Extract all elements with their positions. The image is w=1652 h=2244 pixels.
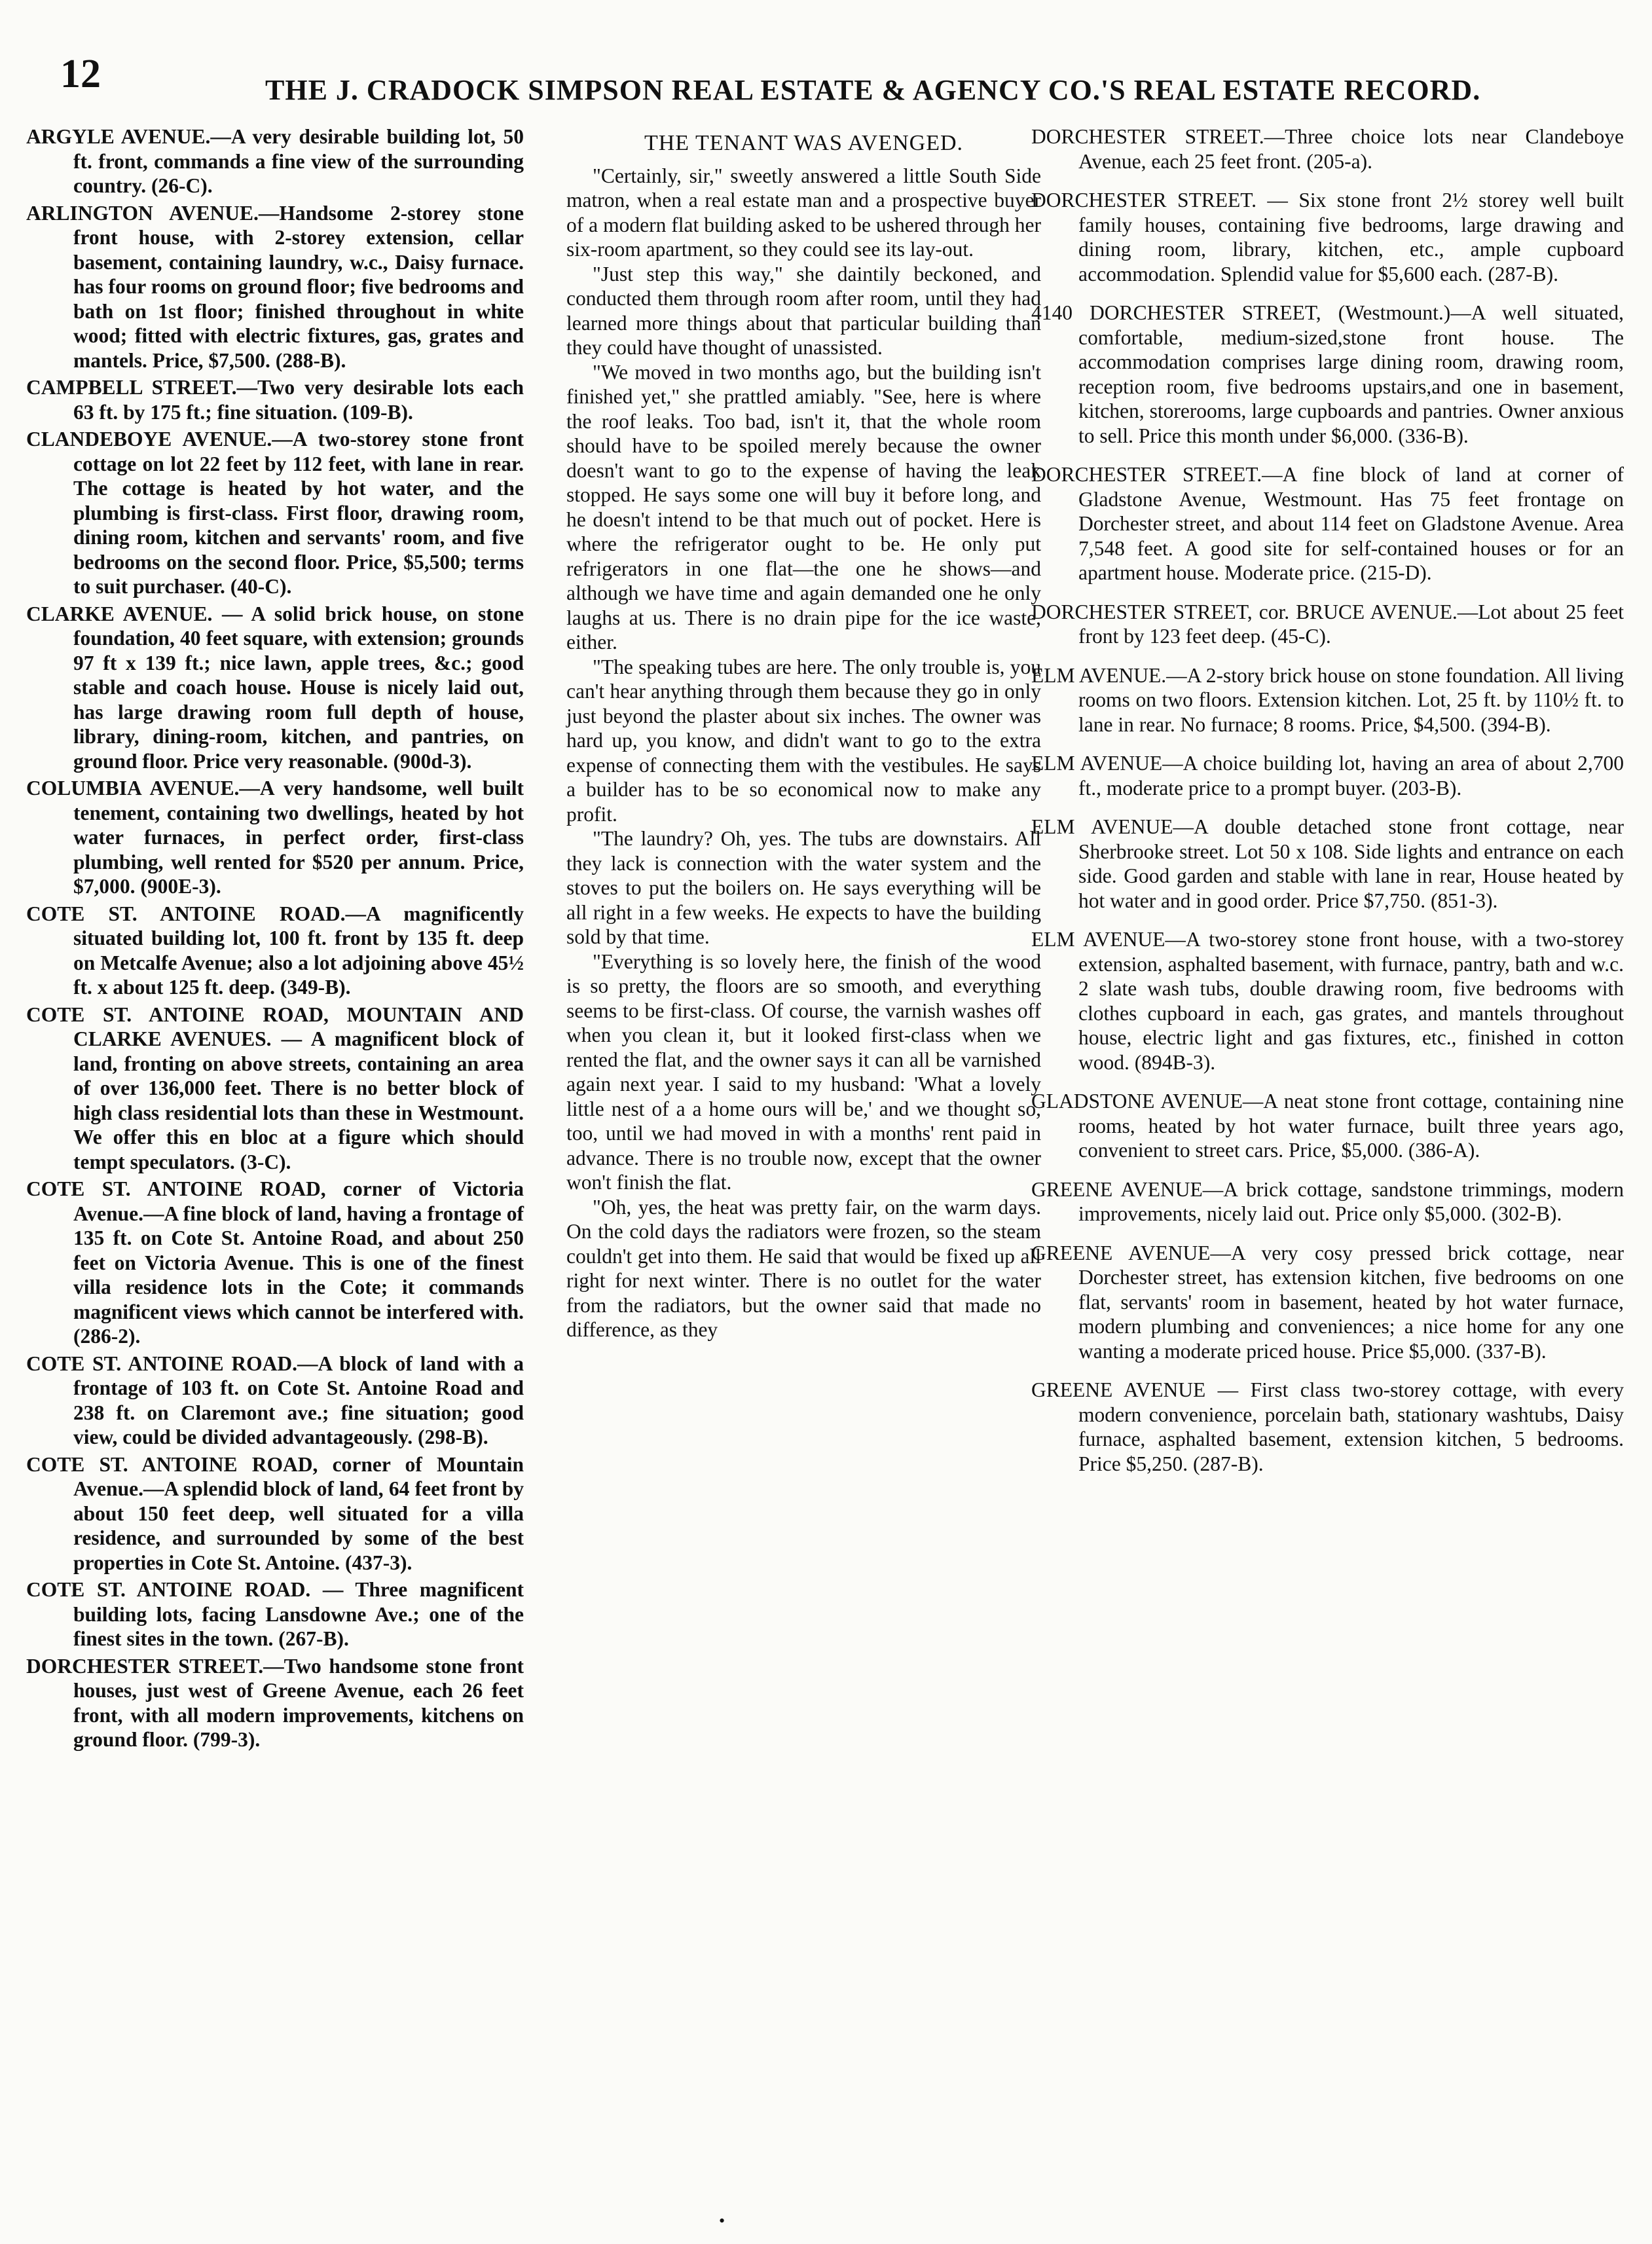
story-paragraph: "Just step this way," she daintily beckoned, and conducted them through room after room, until they had learned more things about that particular building than they could have thought of unassisted. — [566, 262, 1041, 359]
page-number: 12 — [60, 52, 101, 96]
middle-column — [566, 124, 1041, 1342]
listing-cote-st-antoine-3: COTE ST. ANTOINE ROAD, corner of Victoria Avenue.—A fine block of land, having a frontage of 135 ft. on Cote St. Antoine Road, and about 250 feet on Victoria Avenue. This is one of the finest villa residence lots in the Cote; it commands magnificent views which cannot be interfered with. (286-2). — [26, 1177, 524, 1348]
listing-cote-st-antoine-2: COTE ST. ANTOINE ROAD, MOUNTAIN AND CLARKE AVENUES. — A magnificent block of land, fronting on above streets, containing an area of over 136,000 feet. There is no better block of high class residential lots than these in Westmount. We offer this en bloc at a figure which should tempt speculators. (3-C). — [26, 1002, 524, 1173]
listing-greene-avenue-1: GREENE AVENUE—A brick cottage, sandstone trimmings, modern improvements, nicely laid out. Price only $5,000. (302-B). — [1031, 1177, 1624, 1225]
listing-campbell-street: CAMPBELL STREET.—Two very desirable lots each 63 ft. by 175 ft.; fine situation. (109-B). — [26, 376, 524, 424]
listing-gladstone-avenue: GLADSTONE AVENUE—A neat stone front cottage, containing nine rooms, heated by hot water furnace, built three years ago, convenient to street cars. Price, $5,000. (386-A). — [1031, 1090, 1624, 1162]
listing-cote-st-antoine-4: COTE ST. ANTOINE ROAD.—A block of land with a frontage of 103 ft. on Cote St. Antoine Road and 238 ft. on Claremont ave.; fine situation; good view, could be divided advantageously. (298-B). — [26, 1352, 524, 1448]
listing-elm-avenue-3: ELM AVENUE—A double detached stone front cottage, near Sherbrooke street. Lot 50 x 108. Side lights and entrance on each side. Good garden and stable with lane in rear, House heated by hot water and in good order. Price $7,750. (851-3). — [1031, 815, 1624, 912]
listing-dorchester-street-4140: 4140 DORCHESTER STREET, (Westmount.)—A well situated, comfortable, medium-sized,stone front house. The accommodation comprises large dining room, drawing room, reception room, five bedrooms upstairs,and one in basement, kitchen, storerooms, large cupboards and pantries. Owner anxious to sell. Price this month under $6,000. (336-B). — [1031, 301, 1624, 447]
listing-dorchester-street-4: DORCHESTER STREET.—A fine block of land at corner of Gladstone Avenue, Westmount. Has 75 feet frontage on Dorchester street, and about 114 feet on Gladstone Avenue. Area 7,548 feet. A good site for self-contained houses or for an apartment house. Moderate price. (215-D). — [1031, 463, 1624, 584]
listing-cote-st-antoine-6: COTE ST. ANTOINE ROAD. — Three magnificent building lots, facing Lansdowne Ave.; one of the finest sites in the town. (267-B). — [26, 1578, 524, 1650]
listing-greene-avenue-3: GREENE AVENUE — First class two-storey cottage, with every modern convenience, porcelain bath, stationary washtubs, Daisy furnace, asphalted basement, extension kitchen, 5 bedrooms. Price $5,250. (287-B). — [1031, 1378, 1624, 1475]
listing-argyle-avenue: ARGYLE AVENUE.—A very desirable building lot, 50 ft. front, commands a fine view of the surrounding country. (26-C). — [26, 125, 524, 197]
listing-cote-st-antoine-5: COTE ST. ANTOINE ROAD, corner of Mountain Avenue.—A splendid block of land, 64 feet front by about 150 feet deep, well situated for a villa residence, and surrounded by some of the best properties in Cote St. Antoine. (437-3). — [26, 1452, 524, 1574]
story-paragraph: "Oh, yes, the heat was pretty fair, on the warm days. On the cold days the radiators were frozen, so the steam couldn't get into them. He said that would be fixed up all right for next winter. There is no outlet for the water from the radiators, but the owner said that made no difference, as they — [566, 1195, 1041, 1341]
listing-elm-avenue-4: ELM AVENUE—A two-storey stone front house, with a two-storey extension, asphalted basement, with furnace, pantry, bath and w.c. 2 slate wash tubs, double drawing room, five bedrooms with clothes cupboard in each, gas grates, and mantels throughout house, electric light and gas fixtures, etc., finished in cotton wood. (894B-3). — [1031, 928, 1624, 1074]
listing-cote-st-antoine-1: COTE ST. ANTOINE ROAD.—A magnificently situated building lot, 100 ft. front by 135 ft. deep on Metcalfe Avenue; also a lot adjoining above 45½ ft. x about 125 ft. deep. (349-B). — [26, 902, 524, 999]
left-column — [26, 124, 524, 1755]
page-title: THE J. CRADOCK SIMPSON REAL ESTATE & AGENCY CO.'S REAL ESTATE RECORD. — [265, 74, 1481, 106]
listing-greene-avenue-2: GREENE AVENUE—A very cosy pressed brick cottage, near Dorchester street, has extension kitchen, five bedrooms on one flat, servants' room in basement, heated by hot water furnace, modern plumbing and conveniences; a nice home for any one wanting a moderate priced house. Price $5,000. (337-B). — [1031, 1241, 1624, 1363]
footer-dot: • — [719, 2211, 725, 2230]
story-paragraph: "Everything is so lovely here, the finish of the wood is so pretty, the floors are so smooth, and everything seems to be first-class. Of course, the varnish washes off when you clean it, but it looked first-class when we rented the flat, and the owner says it can all be varnished again next year. I said to my husband: 'What a lovely little nest of a a home ours will be,' and we thought so, too, until we had moved in with a months' rent paid in advance. There is no trouble now, except that the owner won't finish the flat. — [566, 949, 1041, 1194]
listing-arlington-avenue: ARLINGTON AVENUE.—Handsome 2-storey stone front house, with 2-storey extension, cellar basement, containing laundry, w.c., Daisy furnace. has four rooms on ground floor; five bedrooms and bath on 1st floor; finished throughout in white wood; fitted with electric fixtures, gas, grates and mantels. Price, $7,500. (288-B). — [26, 201, 524, 372]
story-paragraph: "The laundry? Oh, yes. The tubs are downstairs. All they lack is connection with the water system and the stoves to put the boilers on. He says everything will be all right in a few weeks. He expects to have the building sold by that time. — [566, 827, 1041, 948]
listing-dorchester-street-3: DORCHESTER STREET. — Six stone front 2½ storey well built family houses, containing five bedrooms, large drawing and dining room, library, kitchen, etc., ample cupboard accommodation. Splendid value for $5,600 each. (287-B). — [1031, 189, 1624, 285]
listing-elm-avenue-1: ELM AVENUE.—A 2-story brick house on stone foundation. All living rooms on two floors. Extension kitchen. Lot, 25 ft. by 110½ ft. to lane in rear. No furnace; 8 rooms. Price, $4,500. (394-B). — [1031, 663, 1624, 736]
story-paragraph: "The speaking tubes are here. The only trouble is, you can't hear anything through them because they go in only just beyond the plaster about six inches. The owner was hard up, you know, and didn't want to go to the extra expense of connecting them with the vestibules. He says a builder has to be so economical now to make any profit. — [566, 655, 1041, 826]
listing-clarke-avenue: CLARKE AVENUE. — A solid brick house, on stone foundation, 40 feet square, with extension; grounds 97 ft x 139 ft.; nice lawn, apple trees, &c.; good stable and coach house. House is nicely laid out, has large drawing room full depth of house, library, dining-room, kitchen, and pantries, on ground floor. Price very reasonable. (900d-3). — [26, 602, 524, 773]
story-paragraph: "We moved in two months ago, but the building isn't finished yet," she prattled amiably. "See, here is where the roof leaks. Too bad, isn't it, that the whole room should have to be spoiled merely because the owner doesn't want to go to the expense of having the leak stopped. He says some one will buy it before long, and he doesn't intend to be that much out of pocket. Here is where the refrigerator ought to be. He only put refrigerators in one flat—the one he shows—and although we have time and again demanded one he only laughs at us. There is no drain pipe for the ice waste, either. — [566, 360, 1041, 653]
page-header — [26, 51, 1481, 110]
right-column — [1031, 124, 1624, 1490]
listing-elm-avenue-2: ELM AVENUE—A choice building lot, having an area of about 2,700 ft., moderate price to a prompt buyer. (203-B). — [1031, 752, 1624, 800]
story-title: THE TENANT WAS AVENGED. — [644, 131, 964, 155]
story-paragraph: "Certainly, sir," sweetly answered a little South Side matron, when a real estate man and a prospective buyer of a modern flat building asked to be ushered through her six-room apartment, so they could see its lay-out. — [566, 164, 1041, 261]
listing-columbia-avenue: COLUMBIA AVENUE.—A very handsome, well built tenement, containing two dwellings, heated by hot water furnaces, in perfect order, first-class plumbing, well rented for $520 per annum. Price, $7,000. (900E-3). — [26, 777, 524, 898]
listing-dorchester-bruce: DORCHESTER STREET, cor. BRUCE AVENUE.—Lot about 25 feet front by 123 feet deep. (45-C). — [1031, 600, 1624, 648]
listing-clandeboye-avenue: CLANDEBOYE AVENUE.—A two-storey stone front cottage on lot 22 feet by 112 feet, with lane in rear. The cottage is heated by hot water, and the plumbing is first-class. First floor, drawing room, dining room, kitchen and servants' room, and five bedrooms on the second floor. Price, $5,500; terms to suit purchaser. (40-C). — [26, 428, 524, 598]
listing-dorchester-street-1: DORCHESTER STREET.—Two handsome stone front houses, just west of Greene Avenue, each 26 feet front, with all modern improvements, kitchens on ground floor. (799-3). — [26, 1654, 524, 1751]
listing-dorchester-street-2: DORCHESTER STREET.—Three choice lots near Clandeboye Avenue, each 25 feet front. (205-a). — [1031, 125, 1624, 173]
